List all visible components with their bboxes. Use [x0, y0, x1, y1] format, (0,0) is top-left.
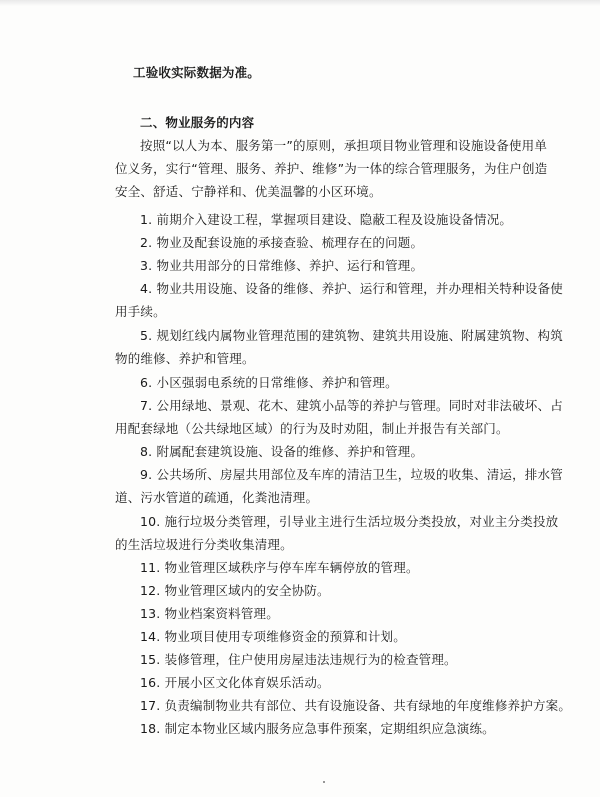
item-7-line-2: 用配套绿地（公共绿地区域）的行为及时劝阻，制止并报告有关部门。: [115, 421, 509, 436]
item-14: 14. 物业项目使用专项维修资金的预算和计划。: [140, 629, 406, 644]
item-18: 18. 制定本物业区域内服务应急事件预案，定期组织应急演练。: [140, 721, 495, 736]
scan-speck: [323, 781, 325, 783]
item-4-line-2: 用手续。: [115, 304, 166, 319]
item-5-line-2: 物的维修、养护和管理。: [115, 351, 255, 366]
continuation-text: 工验收实际数据为准。: [133, 65, 261, 80]
item-9-line-2: 道、污水管道的疏通，化粪池清理。: [115, 490, 319, 505]
item-6: 6. 小区强弱电系统的日常维修、养护和管理。: [140, 375, 398, 390]
item-3: 3. 物业共用部分的日常维修、养护、运行和管理。: [140, 258, 424, 273]
item-4-line-1: 4. 物业共用设施、设备的维修、养护、运行和管理，并办理相关特种设备使: [140, 281, 563, 296]
item-2: 2. 物业及配套设施的承接查验、梳理存在的问题。: [140, 235, 424, 250]
item-12: 12. 物业管理区域内的安全协防。: [140, 583, 330, 598]
item-10-line-1: 10. 施行垃圾分类管理，引导业主进行生活垃圾分类投放，对业主分类投放: [140, 514, 559, 529]
item-17: 17. 负责编制物业共有部位、共有设施设备、共有绿地的年度维修养护方案。: [140, 698, 572, 713]
item-10-line-2: 的生活垃圾进行分类收集清理。: [115, 537, 293, 552]
item-15: 15. 装修管理，住户使用房屋违法违规行为的检查管理。: [140, 652, 457, 667]
section-heading: 二、物业服务的内容: [140, 115, 255, 130]
item-13: 13. 物业档案资料管理。: [140, 606, 279, 621]
item-1: 1. 前期介入建设工程，掌握项目建设、隐蔽工程及设施设备情况。: [140, 212, 513, 227]
item-8: 8. 附属配套建筑设施、设备的维修、养护和管理。: [140, 444, 424, 459]
item-16: 16. 开展小区文化体育娱乐活动。: [140, 675, 330, 690]
item-9-line-1: 9. 公共场所、房屋共用部位及车库的清洁卫生，垃圾的收集、清运，排水管: [140, 467, 563, 482]
intro-line-2: 位义务，实行“管理、服务、养护、维修”为一体的综合管理服务，为住户创造: [115, 161, 548, 176]
intro-line-3: 安全、舒适、宁静祥和、优美温馨的小区环境。: [115, 184, 382, 199]
intro-line-1: 按照“以人为本、服务第一”的原则，承担项目物业管理和设施设备使用单: [140, 138, 548, 153]
item-11: 11. 物业管理区域秩序与停车库车辆停放的管理。: [140, 560, 419, 575]
item-5-line-1: 5. 规划红线内属物业管理范围的建筑物、建筑共用设施、附属建筑物、构筑: [140, 328, 563, 343]
scan-edge: [0, 0, 600, 6]
item-7-line-1: 7. 公用绿地、景观、花木、建筑小品等的养护与管理。同时对非法破坏、占: [140, 398, 563, 413]
